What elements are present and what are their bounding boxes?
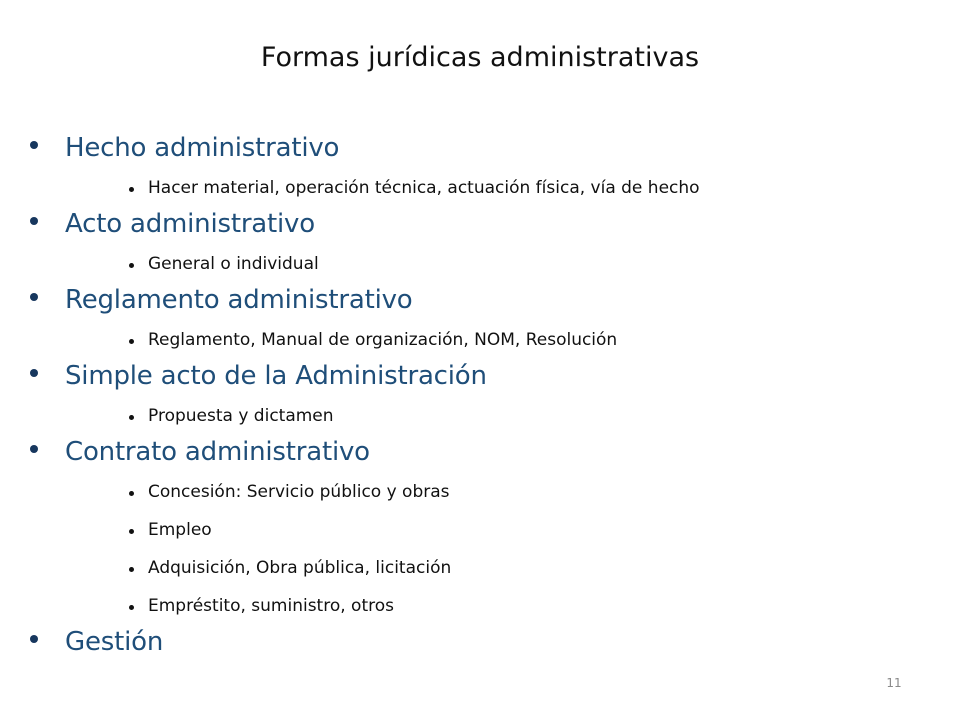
bullet-icon bbox=[30, 293, 38, 301]
sub-bullet-icon bbox=[129, 491, 134, 496]
list-item-label: Reglamento administrativo bbox=[65, 285, 413, 315]
sub-list-item-label: Empleo bbox=[148, 520, 212, 540]
list-item-hecho-administrativo bbox=[0, 128, 960, 166]
list-item-label: Contrato administrativo bbox=[65, 437, 370, 467]
sub-list-item bbox=[0, 318, 960, 356]
sub-bullet-icon bbox=[129, 415, 134, 420]
sub-bullet-icon bbox=[129, 187, 134, 192]
bullet-icon bbox=[30, 217, 38, 225]
list-item-simple-acto bbox=[0, 356, 960, 394]
bullet-icon bbox=[30, 369, 38, 377]
list-item-label: Acto administrativo bbox=[65, 209, 315, 239]
sub-list-item bbox=[0, 242, 960, 280]
list-item-contrato-administrativo bbox=[0, 432, 960, 470]
list-item-label: Simple acto de la Administración bbox=[65, 361, 487, 391]
list-item-label: Hecho administrativo bbox=[65, 133, 340, 163]
sub-list-item-label: Reglamento, Manual de organización, NOM, Resolución bbox=[148, 330, 618, 350]
bullet-icon bbox=[30, 141, 38, 149]
list-item-label: Gestión bbox=[65, 627, 164, 657]
sub-bullet-icon bbox=[129, 529, 134, 534]
list-item-reglamento-administrativo bbox=[0, 280, 960, 318]
sub-list-item-label: Propuesta y dictamen bbox=[148, 406, 334, 426]
sub-list-item-label: General o individual bbox=[148, 254, 319, 274]
list-item-acto-administrativo bbox=[0, 204, 960, 242]
sub-bullet-icon bbox=[129, 263, 134, 268]
sub-list-item-label: Empréstito, suministro, otros bbox=[148, 596, 394, 616]
sub-list-item bbox=[0, 584, 960, 622]
sub-list-item bbox=[0, 470, 960, 508]
sub-bullet-icon bbox=[129, 605, 134, 610]
sub-bullet-icon bbox=[129, 339, 134, 344]
bullet-icon bbox=[30, 445, 38, 453]
sub-list-item bbox=[0, 546, 960, 584]
sub-list-item bbox=[0, 508, 960, 546]
sub-list-item bbox=[0, 394, 960, 432]
sub-list-item bbox=[0, 166, 960, 204]
bullet-list bbox=[0, 128, 960, 660]
sub-bullet-icon bbox=[129, 567, 134, 572]
bullet-icon bbox=[30, 635, 38, 643]
sub-list-item-label: Concesión: Servicio público y obras bbox=[148, 482, 450, 502]
list-item-gestion bbox=[0, 622, 960, 660]
sub-list-item-label: Hacer material, operación técnica, actuación física, vía de hecho bbox=[148, 178, 700, 198]
slide-title: Formas jurídicas administrativas bbox=[260, 42, 700, 73]
page-number: 11 bbox=[886, 676, 902, 690]
sub-list-item-label: Adquisición, Obra pública, licitación bbox=[148, 558, 452, 578]
